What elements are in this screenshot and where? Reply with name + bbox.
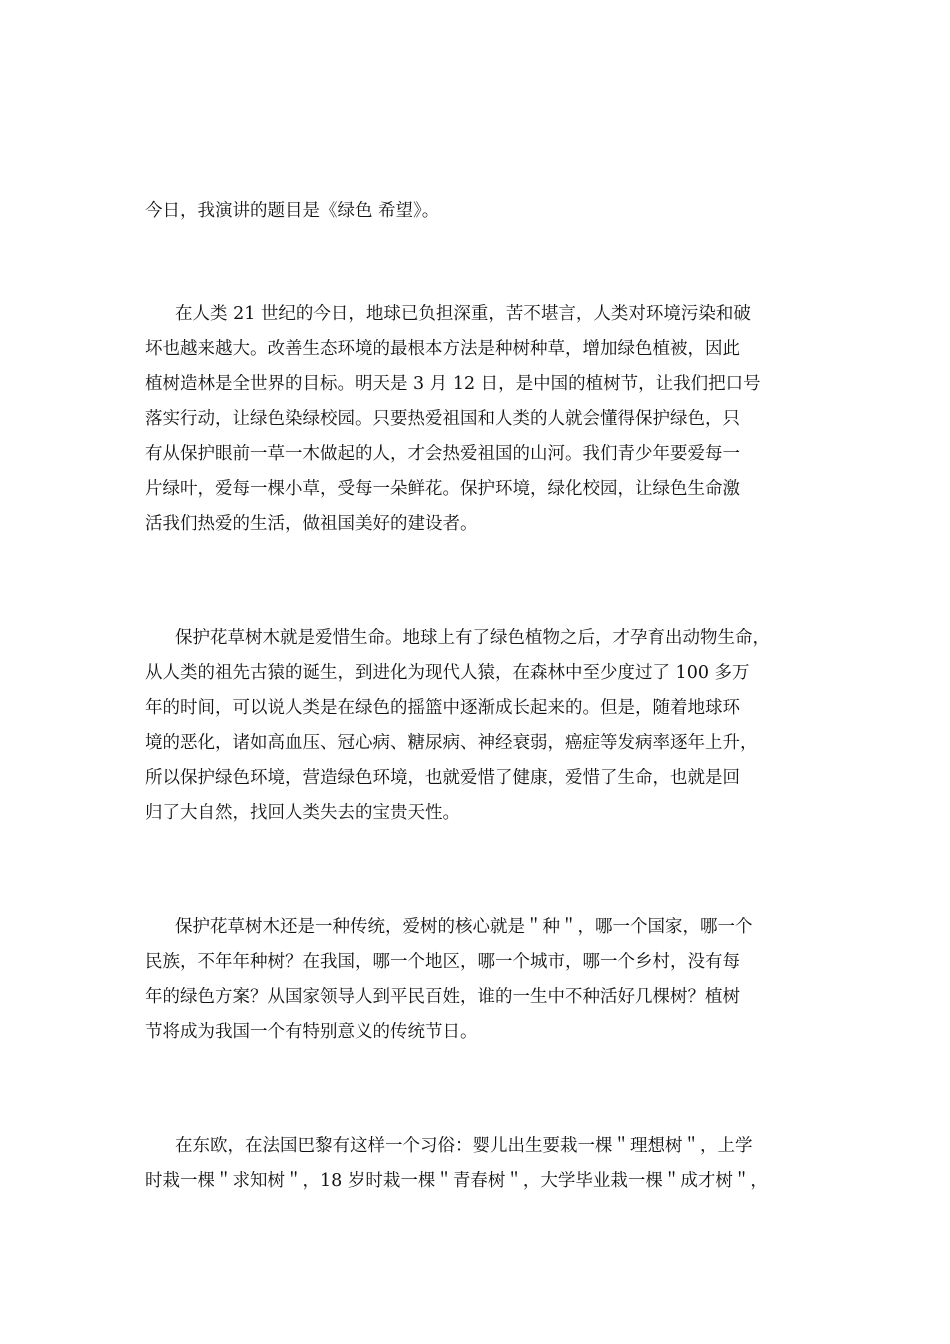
text-line: 植树造林是全世界的目标。明天是 3 月 12 日，是中国的植树节，让我们把口号: [145, 374, 761, 394]
text-line: 在人类 21 世纪的今日，地球已负担深重，苦不堪言，人类对环境污染和破: [175, 304, 751, 324]
text-line: 民族，不年年种树？在我国，哪一个地区，哪一个城市，哪一个乡村，没有每: [145, 952, 740, 972]
text-line: 境的恶化，诸如高血压、冠心病、糖尿病、神经衰弱，癌症等发病率逐年上升，: [145, 733, 758, 753]
text-line: 时栽一棵＂求知树＂，18 岁时栽一棵＂青春树＂，大学毕业栽一棵＂成才树＂，: [145, 1171, 768, 1191]
text-line: 归了大自然，找回人类失去的宝贵天性。: [145, 803, 460, 823]
text-line: 所以保护绿色环境，营造绿色环境，也就爱惜了健康，爱惜了生命，也就是回: [145, 768, 740, 788]
text-line: 保护花草树木还是一种传统，爱树的核心就是＂种＂，哪一个国家，哪一个: [175, 917, 753, 937]
text-line: 有从保护眼前一草一木做起的人，才会热爱祖国的山河。我们青少年要爱每一: [145, 444, 740, 464]
text-line: 年的时间，可以说人类是在绿色的摇篮中逐渐成长起来的。但是，随着地球环: [145, 698, 740, 718]
text-line: 坏也越来越大。改善生态环境的最根本方法是种树种草，增加绿色植被，因此: [145, 339, 740, 359]
text-line: 落实行动，让绿色染绿校园。只要热爱祖国和人类的人就会懂得保护绿色，只: [145, 409, 740, 429]
text-line: 保护花草树木就是爱惜生命。地球上有了绿色植物之后，才孕育出动物生命，: [175, 628, 770, 648]
text-line: 节将成为我国一个有特别意义的传统节日。: [145, 1022, 478, 1042]
text-line: 活我们热爱的生活，做祖国美好的建设者。: [145, 514, 478, 534]
text-line: 今日，我演讲的题目是《绿色 希望》。: [145, 201, 440, 221]
text-line: 年的绿色方案？从国家领导人到平民百姓，谁的一生中不种活好几棵树？植树: [145, 987, 740, 1007]
text-line: 片绿叶，爱每一棵小草，受每一朵鲜花。保护环境，绿化校园，让绿色生命激: [145, 479, 740, 499]
text-line: 在东欧，在法国巴黎有这样一个习俗：婴儿出生要栽一棵＂理想树＂，上学: [175, 1136, 753, 1156]
text-line: 从人类的祖先古猿的诞生，到进化为现代人猿，在森林中至少度过了 100 多万: [145, 663, 750, 683]
